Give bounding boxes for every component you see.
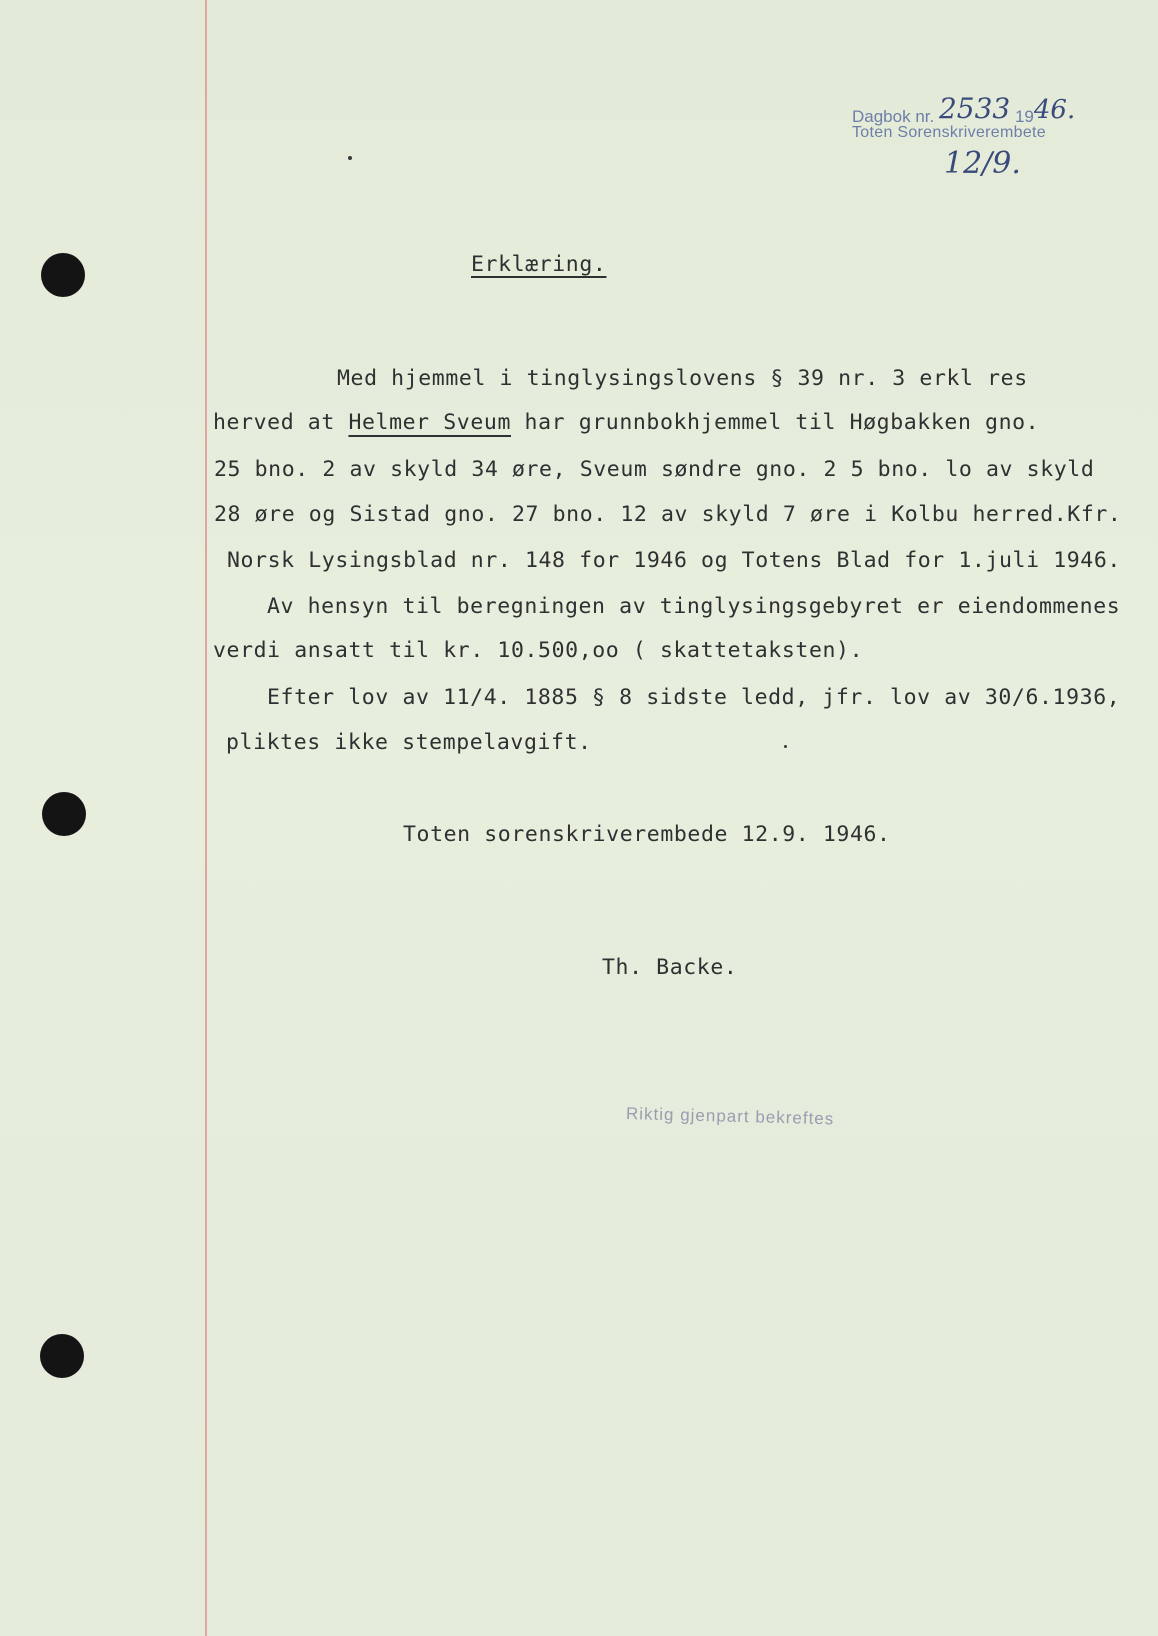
ink-dot (348, 156, 352, 160)
punch-hole-top (41, 253, 85, 297)
dagbok-number: 2533 (938, 92, 1011, 125)
punch-hole-middle (42, 792, 86, 836)
document-title: Erklæring. (471, 252, 607, 277)
signature: Th. Backe. (602, 955, 738, 980)
body-line-7: verdi ansatt til kr. 10.500,oo ( skattetaksten). (213, 638, 864, 663)
certification-stamp: Riktig gjenpart bekreftes (625, 1104, 835, 1129)
body-line-1: Med hjemmel i tinglysingslovens § 39 nr. 3 erkl res (337, 366, 1028, 391)
margin-rule (205, 0, 207, 1636)
dagbok-label: Dagbok nr. (852, 107, 935, 126)
body-line-8: Efter lov av 11/4. 1885 § 8 sidste ledd, jfr. lov av 30/6.1936, (267, 685, 1121, 710)
body-line-3: 25 bno. 2 av skyld 34 øre, Sveum søndre gno. 2 5 bno. lo av skyld (214, 457, 1095, 482)
dagbok-year-suffix: 46. (1033, 95, 1076, 125)
punch-hole-bottom (40, 1334, 84, 1378)
dagbok-year-prefix: 19 (1014, 107, 1034, 126)
place-date: Toten sorenskriverembede 12.9. 1946. (403, 822, 891, 847)
body-line-2-prefix: herved at (213, 410, 335, 435)
body-line-2 (213, 410, 1039, 435)
person-name: Helmer Sveum (348, 410, 511, 435)
handwritten-date: 12/9. (944, 146, 1021, 181)
office-stamp: Toten Sorenskriverembete (852, 124, 1046, 141)
ink-dot (784, 745, 787, 748)
body-line-9: pliktes ikke stempelavgift. (226, 730, 592, 755)
body-line-2-rest: har grunnbokhjemmel til Høgbakken gno. (524, 410, 1040, 435)
body-line-6: Av hensyn til beregningen av tinglysingsgebyret er eiendommenes (267, 594, 1121, 619)
body-line-4: 28 øre og Sistad gno. 27 bno. 12 av skyld 7 øre i Kolbu herred.Kfr. (214, 502, 1122, 527)
body-line-5: Norsk Lysingsblad nr. 148 for 1946 og Totens Blad for 1.juli 1946. (227, 548, 1121, 573)
